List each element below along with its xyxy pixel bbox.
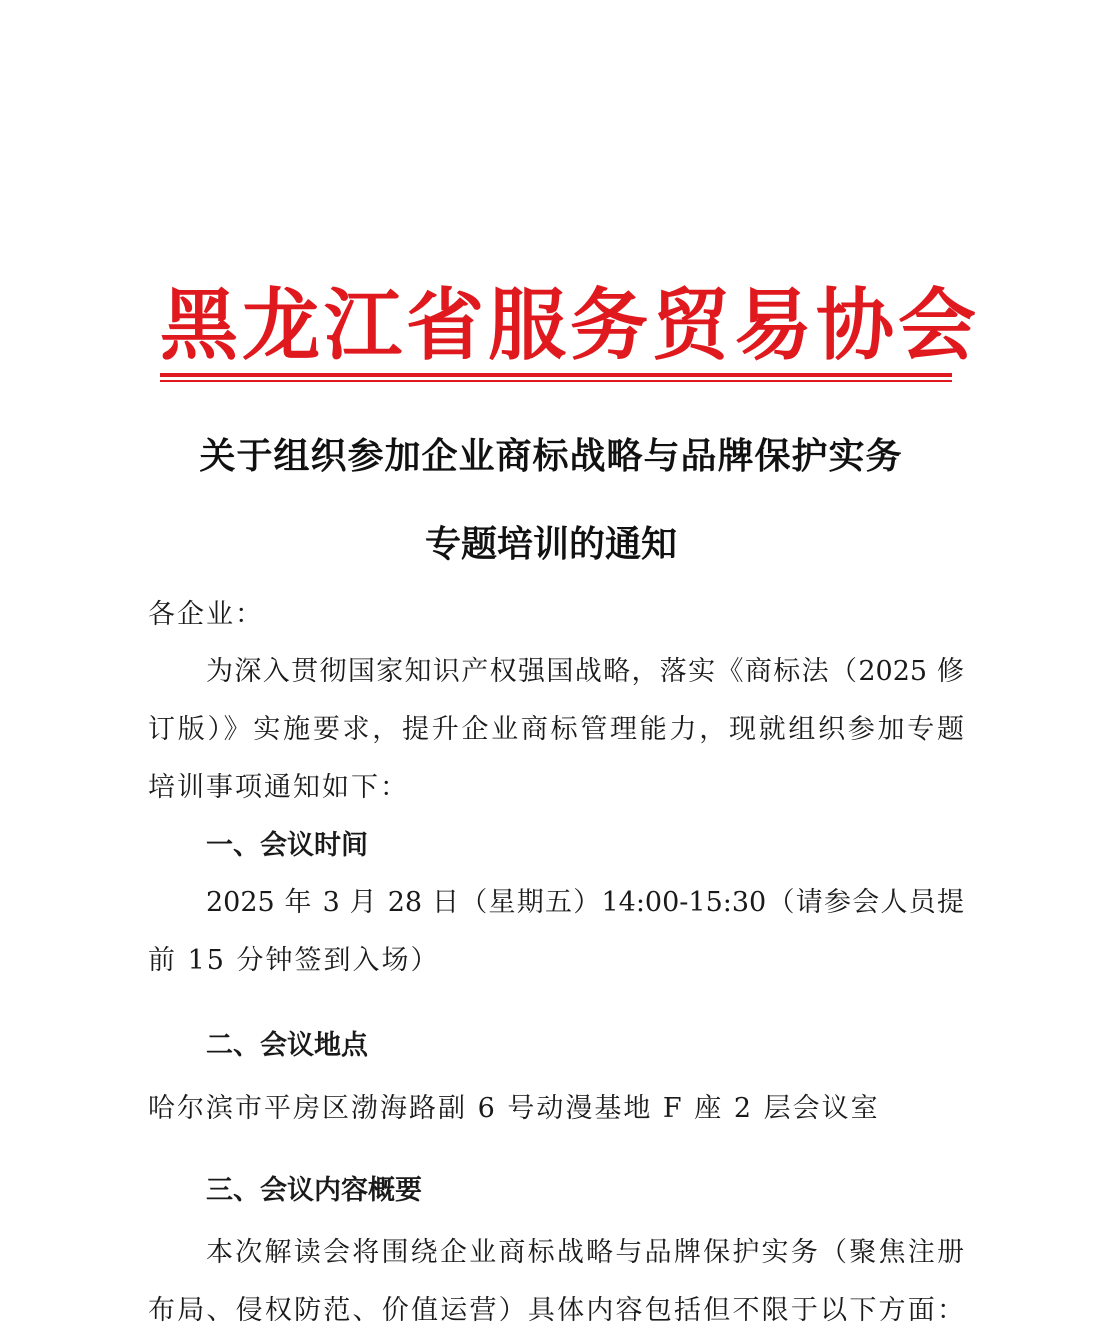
intro-line-1: 为深入贯彻国家知识产权强国战略，落实《商标法（2025 修 [206, 656, 964, 687]
section-location-heading: 二、会议地点 [206, 1030, 368, 1061]
document-title-line-1: 关于组织参加企业商标战略与品牌保护实务 [199, 436, 903, 477]
section-time-line-2: 前 15 分钟签到入场） [148, 945, 440, 976]
intro-line-3: 培训事项通知如下： [148, 772, 409, 803]
section-time-line-1: 2025 年 3 月 28 日（星期五）14:00-15:30（请参会人员提 [206, 887, 964, 918]
document-title-line-2: 专题培训的通知 [424, 524, 677, 565]
letterhead-rule-thick [160, 373, 952, 377]
section-content-line-1: 本次解读会将围绕企业商标战略与品牌保护实务（聚焦注册 [206, 1237, 964, 1268]
section-content-heading: 三、会议内容概要 [206, 1175, 422, 1206]
section-content-line-2: 布局、侵权防范、价值运营）具体内容包括但不限于以下方面： [148, 1295, 964, 1326]
intro-line-2: 订版）》实施要求，提升企业商标管理能力，现就组织参加专题 [148, 714, 964, 745]
letterhead-organization: 黑龙江省服务贸易协会 [160, 280, 981, 371]
letterhead-rule-thin [160, 380, 952, 382]
salutation: 各企业： [148, 599, 264, 630]
section-time-heading: 一、会议时间 [206, 830, 368, 861]
section-location-line-1: 哈尔滨市平房区渤海路副 6 号动漫基地 F 座 2 层会议室 [148, 1093, 880, 1124]
